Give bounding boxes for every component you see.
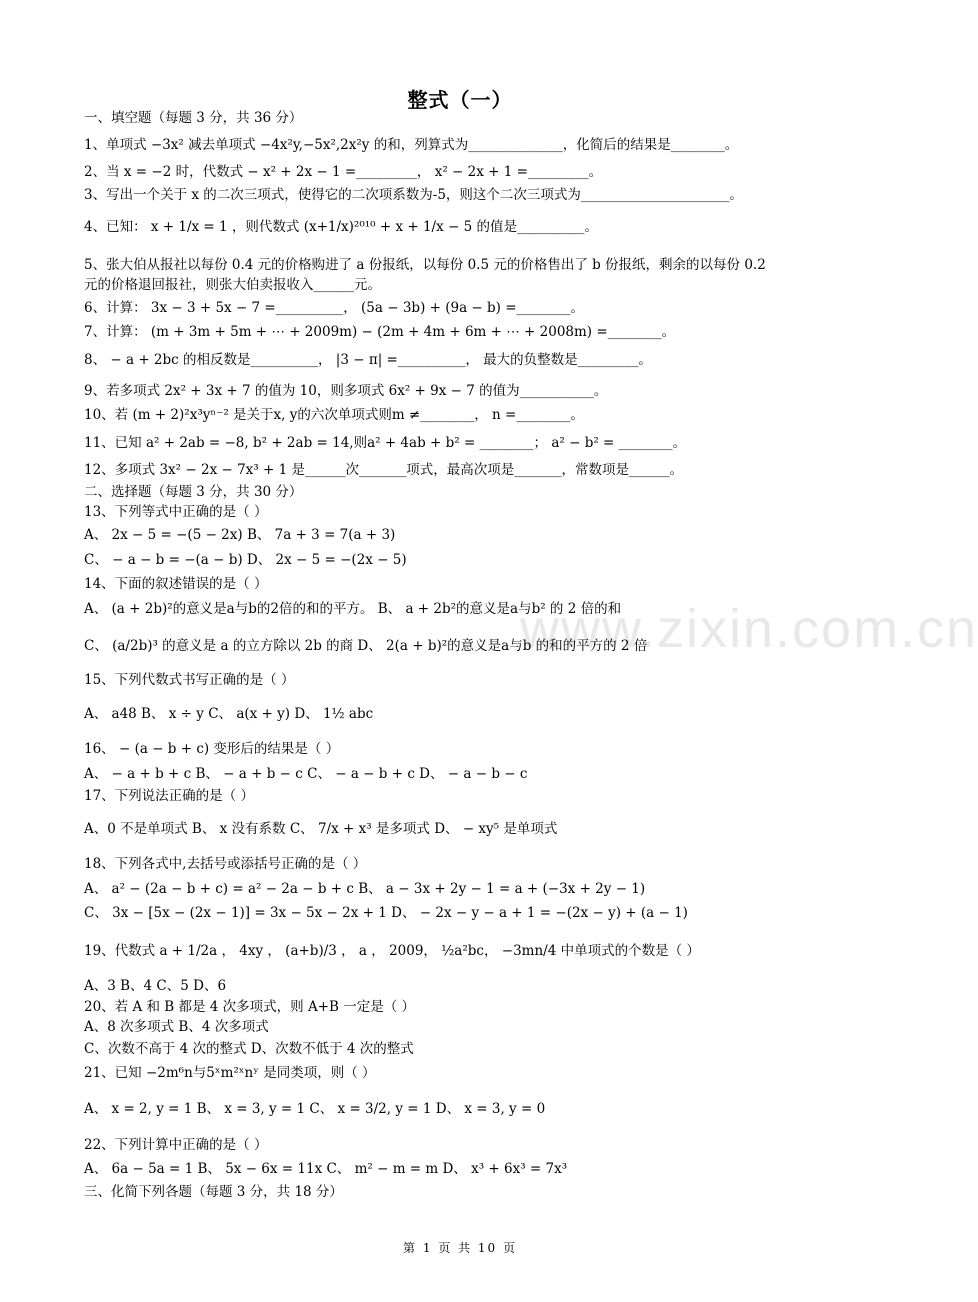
question-line: 5、张大伯从报社以每份 0.4 元的价格购进了 a 份报纸，以每份 0.5 元的价格售出了 b 份报纸，剩余的以每份 0.2 bbox=[84, 257, 766, 273]
question-line: C、 − a − b = −(a − b) D、 2x − 5 = −(2x − 5) bbox=[84, 552, 407, 568]
question-line: A、 a² − (2a − b + c) = a² − 2a − b + c B、 a − 3x + 2y − 1 = a + (−3x + 2y − 1) bbox=[84, 881, 646, 897]
question-line: C、次数不高于 4 次的整式 D、次数不低于 4 次的整式 bbox=[84, 1041, 414, 1057]
question-line: A、0 不是单项式 B、 x 没有系数 C、 7/x + x³ 是多项式 D、 − xy⁵ 是单项式 bbox=[84, 821, 558, 837]
question-line: A、8 次多项式 B、4 次多项式 bbox=[84, 1019, 269, 1035]
question-line: 17、下列说法正确的是（ ） bbox=[84, 788, 254, 804]
question-line: A、 2x − 5 = −(5 − 2x) B、 7a + 3 = 7(a + 3) bbox=[84, 527, 396, 543]
question-line: 6、计算： 3x − 3 + 5x − 7 =__________， (5a − 3b) + (9a − b) =________。 bbox=[84, 300, 585, 316]
question-line: 8、 − a + 2bc 的相反数是__________， |3 − π| =__________， 最大的负整数是_________。 bbox=[84, 352, 652, 368]
question-line: 20、若 A 和 B 都是 4 次多项式，则 A+B 一定是（ ） bbox=[84, 999, 416, 1015]
question-line: 7、计算： (m + 3m + 5m + ⋯ + 2009m) − (2m + 4m + 6m + ⋯ + 2008m) =________。 bbox=[84, 324, 676, 340]
page-footer: 第 1 页 共 10 页 bbox=[403, 1241, 517, 1255]
question-line: A、 − a + b + c B、 − a + b − c C、 − a − b + c D、 − a − b − c bbox=[84, 766, 528, 782]
question-line: 1、单项式 −3x² 减去单项式 −4x²y,−5x²,2x²y 的和，列算式为______________，化简后的结果是________。 bbox=[84, 137, 739, 153]
section-1-heading: 一、填空题（每题 3 分，共 36 分） bbox=[84, 110, 303, 126]
question-line: 14、下面的叙述错误的是（ ） bbox=[84, 576, 268, 592]
question-line: 4、已知： x + 1/x = 1 ，则代数式 (x+1/x)²⁰¹⁰ + x + 1/x − 5 的值是__________。 bbox=[84, 219, 598, 235]
question-line: C、 3x − [5x − (2x − 1)] = 3x − 5x − 2x + 1 D、 − 2x − y − a + 1 = −(2x − y) + (a − 1) bbox=[84, 905, 688, 921]
question-line: A、 6a − 5a = 1 B、 5x − 6x = 11x C、 m² − m = m D、 x³ + 6x³ = 7x³ bbox=[84, 1161, 568, 1177]
section-3-heading: 三、化简下列各题（每题 3 分，共 18 分） bbox=[84, 1184, 343, 1200]
question-line: 16、 − (a − b + c) 变形后的结果是（ ） bbox=[84, 741, 340, 757]
watermark: www.zixin.com.cn bbox=[520, 599, 978, 659]
question-line: 21、已知 −2m⁶n与5ˣm²ˣnʸ 是同类项，则（ ） bbox=[84, 1065, 376, 1081]
question-line: 22、下列计算中正确的是（ ） bbox=[84, 1137, 268, 1153]
question-line: A、3 B、4 C、5 D、6 bbox=[84, 978, 227, 994]
question-line: 2、当 x = −2 时，代数式 − x² + 2x − 1 =_________， x² − 2x + 1 =_________。 bbox=[84, 164, 603, 180]
question-line: A、 (a + 2b)²的意义是a与b的2倍的和的平方。 B、 a + 2b²的意义是a与b² 的 2 倍的和 bbox=[84, 601, 622, 617]
question-line: A、 x = 2, y = 1 B、 x = 3, y = 1 C、 x = 3/2, y = 1 D、 x = 3, y = 0 bbox=[84, 1101, 546, 1117]
question-line: 18、下列各式中,去括号或添括号正确的是（ ） bbox=[84, 856, 367, 872]
question-line: 元的价格退回报社，则张大伯卖报收入______元。 bbox=[84, 277, 381, 293]
page-title: 整式（一） bbox=[407, 88, 513, 112]
question-line: 9、若多项式 2x² + 3x + 7 的值为 10，则多项式 6x² + 9x − 7 的值为___________。 bbox=[84, 383, 608, 399]
question-line: 12、多项式 3x² − 2x − 7x³ + 1 是______次_______项式，最高次项是_______，常数项是______。 bbox=[84, 462, 683, 478]
question-line: 11、已知 a² + 2ab = −8, b² + 2ab = 14,则a² + 4ab + b² = ________； a² − b² = ________。 bbox=[84, 435, 687, 451]
section-2-heading: 二、选择题（每题 3 分，共 30 分） bbox=[84, 484, 303, 500]
question-line: 3、写出一个关于 x 的二次三项式，使得它的二次项系数为-5，则这个二次三项式为______________________。 bbox=[84, 187, 743, 203]
question-line: 13、下列等式中正确的是（ ） bbox=[84, 504, 268, 520]
question-line: 15、下列代数式书写正确的是（ ） bbox=[84, 672, 295, 688]
question-line: 19、代数式 a + 1/2a ， 4xy ， (a+b)/3 ， a ， 2009， ½a²bc， −3mn/4 中单项式的个数是（ ） bbox=[84, 943, 700, 959]
question-line: 10、若 (m + 2)²x³yⁿ⁻² 是关于x, y的六次单项式则m ≠________， n =________。 bbox=[84, 407, 584, 423]
question-line: A、 a48 B、 x ÷ y C、 a(x + y) D、 1½ abc bbox=[84, 706, 374, 722]
question-line: C、 (a/2b)³ 的意义是 a 的立方除以 2b 的商 D、 2(a + b)²的意义是a与b 的和的平方的 2 倍 bbox=[84, 638, 648, 654]
